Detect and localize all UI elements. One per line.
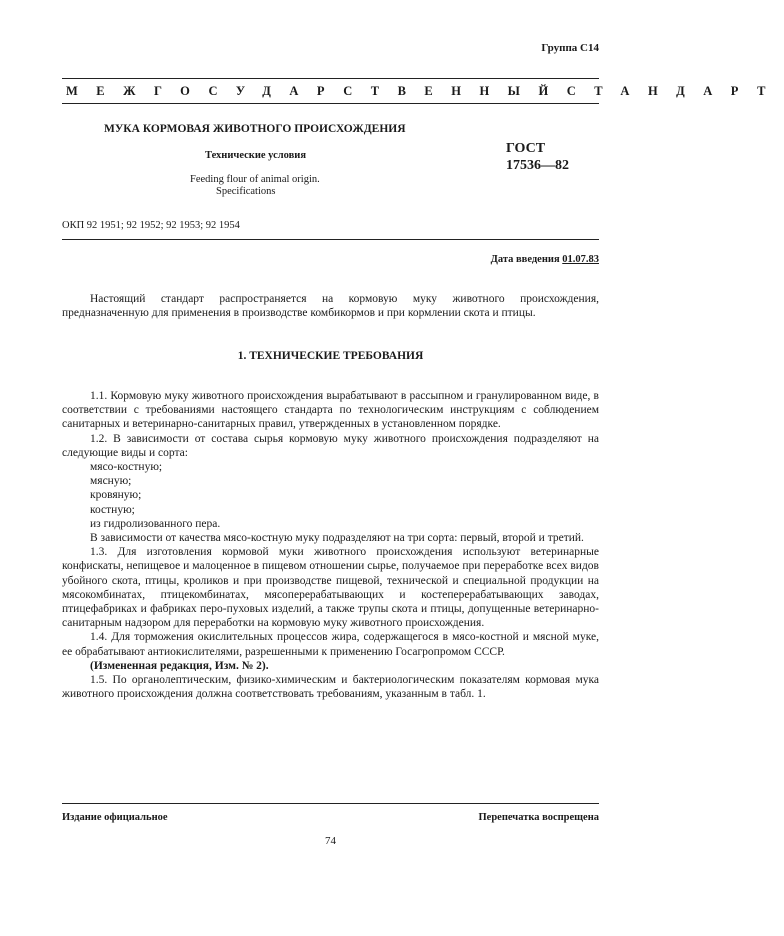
intro-paragraph-block: [62, 292, 599, 320]
introduction-date: [491, 254, 599, 265]
type-item: мясо-костную;: [90, 461, 163, 474]
type-item: кровяную;: [90, 489, 142, 502]
paragraph-1-1: 1.1. Кормовую муку животного происхождения вырабатывают в рассыпном и гранулированном виде, в соответствии с требованиями настоящего стандарта по технологическим инструкциям с соблюдением санитарных и ветеринарно-санитарных правил, утвержденных в установленном порядке.: [62, 390, 599, 431]
page-number: 74: [325, 835, 336, 847]
gost-designation: [506, 140, 569, 174]
paragraph-1-2-grades: В зависимости от качества мясо-костную муку подразделяют на три сорта: первый, второй и третий.: [90, 532, 584, 545]
introduction-date-value: 01.07.83: [562, 254, 599, 265]
section-heading: 1. ТЕХНИЧЕСКИЕ ТРЕБОВАНИЯ: [237, 350, 424, 362]
type-item: мясную;: [90, 475, 132, 488]
intro-paragraph: Настоящий стандарт распространяется на кормовую муку животного происхождения, предназначенную для применения в производстве комбикормов и при кормлении скота и птицы.: [62, 293, 599, 320]
type-item: костную;: [90, 503, 135, 516]
introduction-date-label: Дата введения: [490, 254, 560, 265]
document-title: МУКА КОРМОВАЯ ЖИВОТНОГО ПРОИСХОЖДЕНИЯ: [104, 123, 406, 135]
gost-number: 17536—82: [506, 158, 569, 173]
section-1-body: [62, 389, 599, 701]
banner-word-1: МЕЖГОСУДАРСТВЕННЫЙ: [66, 84, 567, 98]
document-subtitle: Технические условия: [205, 150, 307, 161]
paragraph-1-4: 1.4. Для торможения окислительных процессов жира, содержащегося в мясо-костной и мясной муке, ее обрабатывают антиокислителями, разрешенными к применению Госагропромом СССР.: [62, 631, 599, 658]
okp-rule: [62, 239, 599, 240]
type-item: из гидролизованного пера.: [90, 517, 221, 530]
interstate-standard-banner: [66, 84, 784, 99]
gost-label: ГОСТ: [506, 141, 546, 156]
banner-word-2: СТАНДАРТ: [566, 84, 784, 98]
paragraph-1-3: 1.3. Для изготовления кормовой муки животного происхождения используют ветеринарные конфискаты, непищевое и малоценное в пищевом отношении сырье, получаемое при переработке всех видов убойного скота, птицы, кроликов и при производстве пищевой, технической и специальной продукции на мясокомбинатах, птицекомбинатах, мясоперерабатывающих и костеперерабатывающих заводах, птицефабриках и фабриках перо-пуховых изделий, а также трупы скота и птицы, допущенные ветеринарно-санитарным надзором для переработки на кормовую муку животного происхождения.: [62, 546, 599, 630]
reprint-prohibited-label: Перепечатка воспрещена: [478, 812, 599, 823]
official-edition-label: Издание официальное: [62, 812, 168, 823]
paragraph-1-2: 1.2. В зависимости от состава сырья кормовую муку животного происхождения подразделяют на следующие виды и сорта:: [62, 432, 599, 459]
english-title: Feeding flour of animal origin.: [190, 174, 320, 185]
english-subtitle: Specifications: [216, 186, 276, 197]
okp-codes: ОКП 92 1951; 92 1952; 92 1953; 92 1954: [62, 220, 240, 231]
group-code: Группа С14: [541, 42, 599, 54]
amendment-note: (Измененная редакция, Изм. № 2).: [90, 659, 269, 672]
top-rule: [62, 78, 599, 79]
footer-rule: [62, 803, 599, 804]
banner-rule: [62, 103, 599, 104]
paragraph-1-5: 1.5. По органолептическим, физико-химическим и бактериологическим показателям кормовая мука животного происхождения должна соответствовать требованиям, указанным в табл. 1.: [62, 674, 599, 701]
